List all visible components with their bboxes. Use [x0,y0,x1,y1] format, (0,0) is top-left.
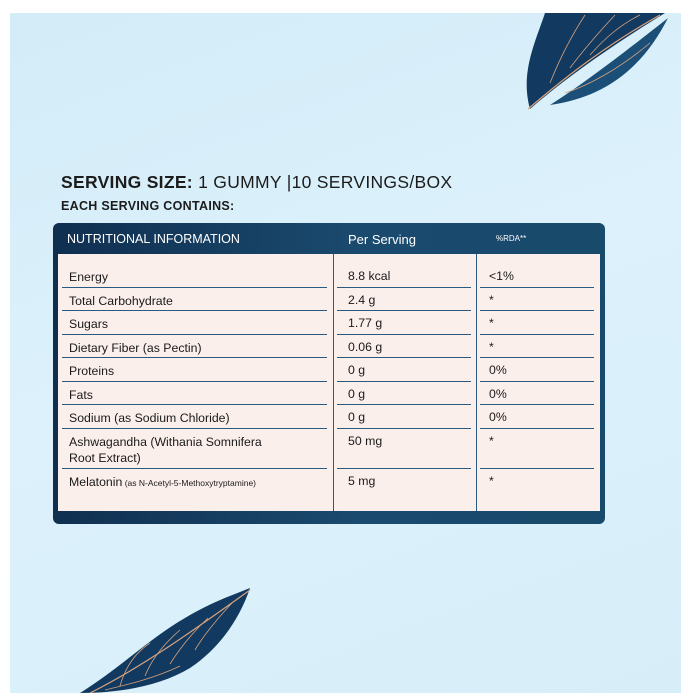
row-rda: * [489,316,494,330]
table-row [58,288,600,311]
row-name: Energy [69,270,108,284]
serving-size-heading [61,172,452,193]
table-row [58,429,600,469]
leaf-icon [490,13,670,113]
nutrition-table [53,223,605,524]
row-per-serving: 0 g [348,363,366,377]
row-name: Sodium (as Sodium Chloride) [69,411,230,425]
row-per-serving: 0 g [348,410,366,424]
table-row [58,264,600,288]
table-body [58,254,600,511]
header-rda: %RDA** [496,234,527,243]
table-row [58,311,600,335]
row-rda: * [489,434,494,448]
row-rda: * [489,474,494,488]
leaf-icon [80,588,260,693]
row-per-serving: 0 g [348,387,366,401]
row-name: Fats [69,388,93,402]
table-row [58,335,600,358]
row-rda: * [489,293,494,307]
row-per-serving: 8.8 kcal [348,269,391,283]
row-name: Dietary Fiber (as Pectin) [69,341,202,355]
label-panel [10,13,681,693]
row-name: Sugars [69,317,108,331]
table-row [58,405,600,429]
row-name: Melatonin (as N-Acetyl-5-Methoxytryptamine) [69,475,256,489]
each-serving-heading: EACH SERVING CONTAINS: [61,199,235,213]
table-header [53,223,605,254]
row-per-serving: 5 mg [348,474,376,488]
row-rda: * [489,340,494,354]
serving-size-value: 1 GUMMY |10 SERVINGS/BOX [192,172,453,192]
row-per-serving: 0.06 g [348,340,383,354]
serving-size-label: SERVING SIZE: [61,172,193,192]
row-name: Proteins [69,364,115,378]
row-rda: 0% [489,387,507,401]
row-rda: 0% [489,363,507,377]
row-per-serving: 1.77 g [348,316,383,330]
row-per-serving: 2.4 g [348,293,376,307]
row-rda: 0% [489,410,507,424]
table-row [58,469,600,495]
row-per-serving: 50 mg [348,434,383,448]
row-name: Total Carbohydrate [69,294,173,308]
table-row [58,358,600,382]
table-row [58,382,600,405]
row-rda: <1% [489,269,514,283]
header-per-serving: Per Serving [348,232,416,247]
row-name: Ashwagandha (Withania Somnifera Root Extract) [69,435,262,465]
header-nutritional-information: NUTRITIONAL INFORMATION [67,232,240,246]
